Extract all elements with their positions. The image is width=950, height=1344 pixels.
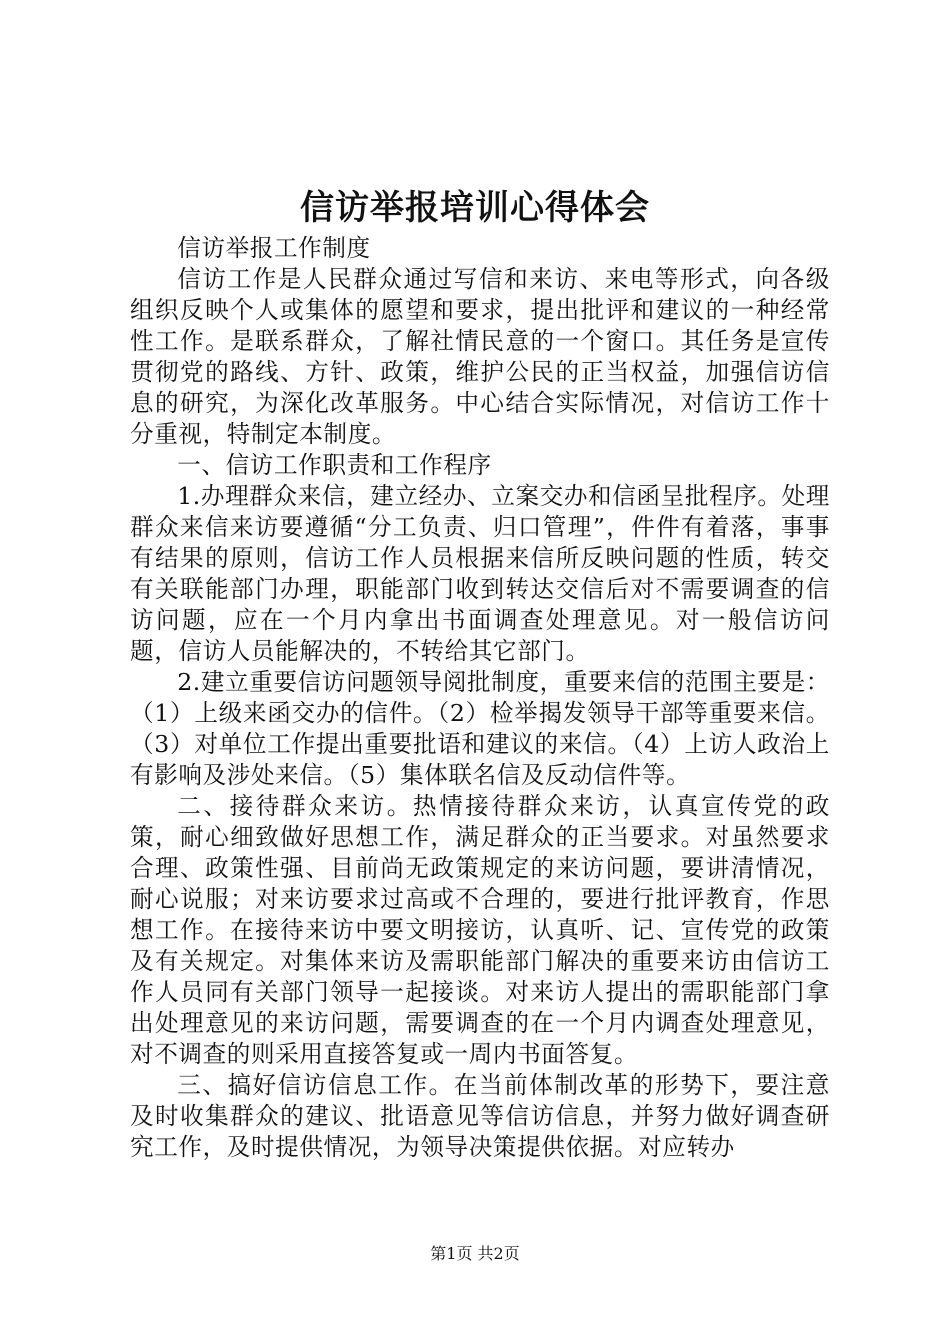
paragraph-section-2: 二、接待群众来访。热情接待群众来访，认真宣传党的政策，耐心细致做好思想工作，满足群众的正当要求。对虽然要求合理、政策性强、目前尚无政策规定的来访问题，要讲清情况，耐心说服；对来访要求过高或不合理的，要进行批评教育，作思想工作。在接待来访中要文明接访，认真听、记、宣传党的政策及有关规定。对集体来访及需职能部门解决的重要来访由信访工作人员同有关部门领导一起接谈。对来访人提出的需职能部门拿出处理意见的来访问题，需要调查的在一个月内调查处理意见，对不调查的则采用直接答复或一周内书面答复。 bbox=[130, 792, 830, 1068]
paragraph-item-1: 1.办理群众来信，建立经办、立案交办和信函呈批程序。处理群众来信来访要遵循“分工负责、归口管理”，件件有着落，事事有结果的原则，信访工作人员根据来信所反映问题的性质，转交有关联能部门办理，职能部门收到转达交信后对不需要调查的信访问题，应在一个月内拿出书面调查处理意见。对一般信访问题，信访人员能解决的，不转给其它部门。 bbox=[130, 482, 830, 665]
paragraph-section-1-heading: 一、信访工作职责和工作程序 bbox=[177, 451, 492, 479]
paragraph-section-3: 三、搞好信访信息工作。在当前体制改革的形势下，要注意及时收集群众的建议、批语意见等信访信息，并努力做好调查研究工作，及时提供情况，为领导决策提供依据。对应转办 bbox=[130, 1071, 830, 1161]
document-body bbox=[130, 233, 830, 1163]
page-number-footer: 第1页 共2页 bbox=[430, 1244, 520, 1263]
document-title: 信访举报培训心得体会 bbox=[300, 188, 650, 228]
paragraph-intro: 信访工作是人民群众通过写信和来访、来电等形式，向各级组织反映个人或集体的愿望和要求，提出批评和建议的一种经常性工作。是联系群众，了解社情民意的一个窗口。其任务是宣传贯彻党的路线、方针、政策，维护公民的正当权益，加强信访信息的研究，为深化改革服务。中心结合实际情况，对信访工作十分重视，特制定本制度。 bbox=[130, 265, 830, 448]
paragraph-item-2: 2.建立重要信访问题领导阅批制度，重要来信的范围主要是：（1）上级来函交办的信件。（2）检举揭发领导干部等重要来信。（3）对单位工作提出重要批语和建议的来信。（4）上访人政治上有影响及涉处来信。（5）集体联名信及反动信件等。 bbox=[130, 668, 830, 789]
paragraph-heading: 信访举报工作制度 bbox=[177, 234, 371, 262]
